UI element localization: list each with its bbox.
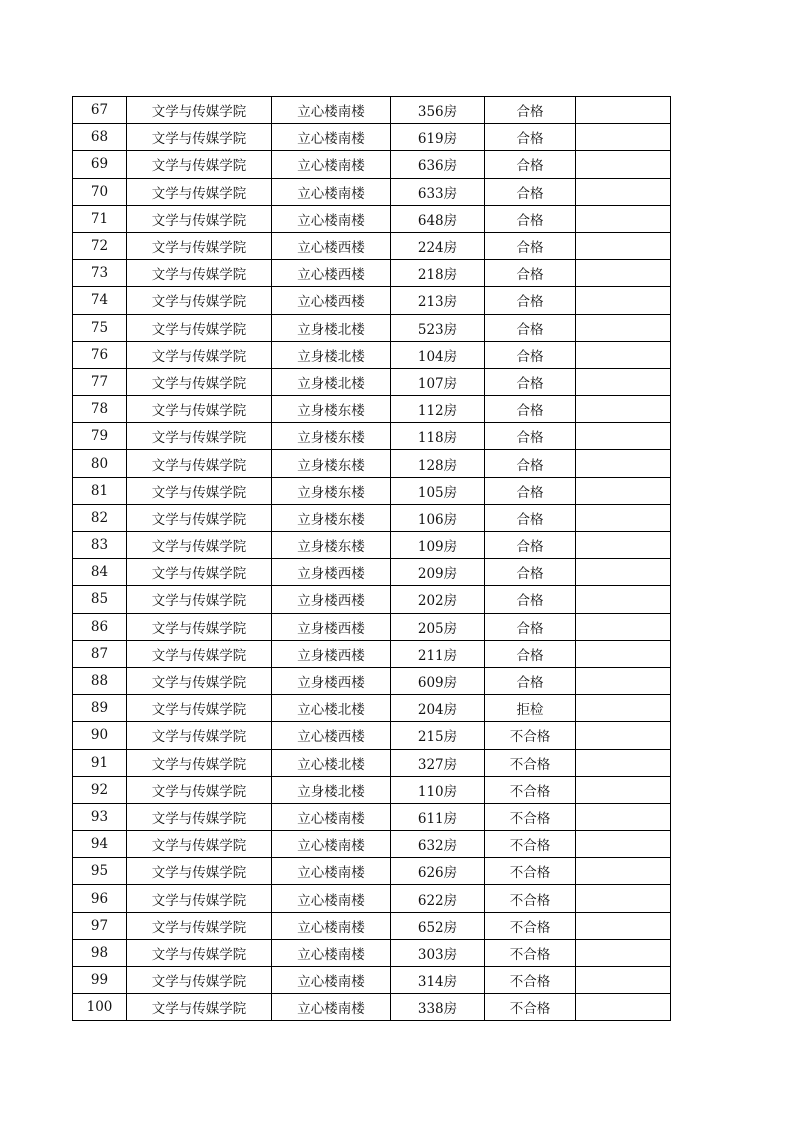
building-cell: 立心楼南楼: [272, 858, 391, 885]
college-cell: 文学与传媒学院: [127, 749, 272, 776]
note-cell: [576, 939, 671, 966]
note-cell: [576, 151, 671, 178]
note-cell: [576, 477, 671, 504]
college-cell: 文学与传媒学院: [127, 151, 272, 178]
table-row: [73, 613, 671, 640]
room-cell: 204房: [391, 695, 485, 722]
college-cell: 文学与传媒学院: [127, 504, 272, 531]
result-cell: 合格: [485, 532, 576, 559]
college-cell: 文学与传媒学院: [127, 124, 272, 151]
building-cell: 立心楼西楼: [272, 260, 391, 287]
college-cell: 文学与传媒学院: [127, 178, 272, 205]
inspection-table-body: [73, 97, 671, 1021]
room-cell: 619房: [391, 124, 485, 151]
room-cell: 338房: [391, 994, 485, 1021]
building-cell: 立心楼北楼: [272, 695, 391, 722]
table-row: [73, 939, 671, 966]
row-number-cell: 99: [73, 967, 127, 994]
college-cell: 文学与传媒学院: [127, 97, 272, 124]
note-cell: [576, 586, 671, 613]
note-cell: [576, 967, 671, 994]
row-number-cell: 98: [73, 939, 127, 966]
row-number-cell: 97: [73, 912, 127, 939]
room-cell: 636房: [391, 151, 485, 178]
college-cell: 文学与传媒学院: [127, 803, 272, 830]
note-cell: [576, 124, 671, 151]
result-cell: 合格: [485, 504, 576, 531]
row-number-cell: 89: [73, 695, 127, 722]
note-cell: [576, 341, 671, 368]
room-cell: 213房: [391, 287, 485, 314]
college-cell: 文学与传媒学院: [127, 341, 272, 368]
row-number-cell: 73: [73, 260, 127, 287]
result-cell: 不合格: [485, 722, 576, 749]
note-cell: [576, 205, 671, 232]
result-cell: 不合格: [485, 939, 576, 966]
room-cell: 106房: [391, 504, 485, 531]
row-number-cell: 95: [73, 858, 127, 885]
table-row: [73, 477, 671, 504]
row-number-cell: 72: [73, 232, 127, 259]
note-cell: [576, 396, 671, 423]
building-cell: 立身楼东楼: [272, 477, 391, 504]
row-number-cell: 92: [73, 776, 127, 803]
room-cell: 112房: [391, 396, 485, 423]
building-cell: 立身楼东楼: [272, 450, 391, 477]
result-cell: 合格: [485, 396, 576, 423]
row-number-cell: 74: [73, 287, 127, 314]
inspection-table: [72, 96, 671, 1021]
table-row: [73, 232, 671, 259]
row-number-cell: 96: [73, 885, 127, 912]
building-cell: 立心楼南楼: [272, 178, 391, 205]
college-cell: 文学与传媒学院: [127, 396, 272, 423]
college-cell: 文学与传媒学院: [127, 260, 272, 287]
building-cell: 立心楼西楼: [272, 722, 391, 749]
result-cell: 不合格: [485, 885, 576, 912]
college-cell: 文学与传媒学院: [127, 939, 272, 966]
row-number-cell: 78: [73, 396, 127, 423]
building-cell: 立身楼西楼: [272, 613, 391, 640]
result-cell: 不合格: [485, 967, 576, 994]
college-cell: 文学与传媒学院: [127, 831, 272, 858]
room-cell: 303房: [391, 939, 485, 966]
table-row: [73, 287, 671, 314]
table-row: [73, 640, 671, 667]
row-number-cell: 84: [73, 559, 127, 586]
table-row: [73, 776, 671, 803]
row-number-cell: 94: [73, 831, 127, 858]
note-cell: [576, 885, 671, 912]
result-cell: 不合格: [485, 749, 576, 776]
note-cell: [576, 559, 671, 586]
room-cell: 202房: [391, 586, 485, 613]
note-cell: [576, 423, 671, 450]
building-cell: 立心楼南楼: [272, 939, 391, 966]
result-cell: 不合格: [485, 912, 576, 939]
note-cell: [576, 722, 671, 749]
building-cell: 立心楼北楼: [272, 749, 391, 776]
note-cell: [576, 97, 671, 124]
building-cell: 立心楼南楼: [272, 803, 391, 830]
college-cell: 文学与传媒学院: [127, 559, 272, 586]
table-row: [73, 967, 671, 994]
result-cell: 合格: [485, 151, 576, 178]
table-row: [73, 559, 671, 586]
table-row: [73, 722, 671, 749]
room-cell: 648房: [391, 205, 485, 232]
building-cell: 立身楼北楼: [272, 368, 391, 395]
table-row: [73, 124, 671, 151]
note-cell: [576, 232, 671, 259]
college-cell: 文学与传媒学院: [127, 423, 272, 450]
building-cell: 立心楼南楼: [272, 912, 391, 939]
result-cell: 合格: [485, 559, 576, 586]
row-number-cell: 85: [73, 586, 127, 613]
room-cell: 109房: [391, 532, 485, 559]
college-cell: 文学与传媒学院: [127, 885, 272, 912]
building-cell: 立身楼东楼: [272, 532, 391, 559]
note-cell: [576, 260, 671, 287]
result-cell: 合格: [485, 613, 576, 640]
room-cell: 128房: [391, 450, 485, 477]
building-cell: 立心楼西楼: [272, 232, 391, 259]
building-cell: 立身楼西楼: [272, 640, 391, 667]
college-cell: 文学与传媒学院: [127, 205, 272, 232]
note-cell: [576, 776, 671, 803]
result-cell: 合格: [485, 205, 576, 232]
building-cell: 立心楼南楼: [272, 97, 391, 124]
result-cell: 不合格: [485, 994, 576, 1021]
college-cell: 文学与传媒学院: [127, 287, 272, 314]
note-cell: [576, 178, 671, 205]
note-cell: [576, 667, 671, 694]
result-cell: 合格: [485, 341, 576, 368]
note-cell: [576, 858, 671, 885]
room-cell: 356房: [391, 97, 485, 124]
college-cell: 文学与传媒学院: [127, 912, 272, 939]
note-cell: [576, 640, 671, 667]
college-cell: 文学与传媒学院: [127, 776, 272, 803]
result-cell: 不合格: [485, 858, 576, 885]
note-cell: [576, 287, 671, 314]
building-cell: 立心楼南楼: [272, 831, 391, 858]
room-cell: 105房: [391, 477, 485, 504]
room-cell: 622房: [391, 885, 485, 912]
table-row: [73, 396, 671, 423]
college-cell: 文学与传媒学院: [127, 450, 272, 477]
result-cell: 合格: [485, 423, 576, 450]
room-cell: 107房: [391, 368, 485, 395]
result-cell: 拒检: [485, 695, 576, 722]
table-row: [73, 831, 671, 858]
college-cell: 文学与传媒学院: [127, 695, 272, 722]
note-cell: [576, 803, 671, 830]
table-row: [73, 151, 671, 178]
result-cell: 合格: [485, 314, 576, 341]
table-row: [73, 260, 671, 287]
room-cell: 211房: [391, 640, 485, 667]
result-cell: 不合格: [485, 803, 576, 830]
row-number-cell: 67: [73, 97, 127, 124]
result-cell: 合格: [485, 124, 576, 151]
building-cell: 立身楼北楼: [272, 341, 391, 368]
room-cell: 110房: [391, 776, 485, 803]
college-cell: 文学与传媒学院: [127, 477, 272, 504]
note-cell: [576, 314, 671, 341]
row-number-cell: 90: [73, 722, 127, 749]
note-cell: [576, 532, 671, 559]
note-cell: [576, 831, 671, 858]
building-cell: 立心楼南楼: [272, 205, 391, 232]
row-number-cell: 86: [73, 613, 127, 640]
table-row: [73, 858, 671, 885]
college-cell: 文学与传媒学院: [127, 994, 272, 1021]
table-row: [73, 912, 671, 939]
room-cell: 104房: [391, 341, 485, 368]
college-cell: 文学与传媒学院: [127, 640, 272, 667]
room-cell: 652房: [391, 912, 485, 939]
table-row: [73, 749, 671, 776]
row-number-cell: 100: [73, 994, 127, 1021]
room-cell: 626房: [391, 858, 485, 885]
room-cell: 632房: [391, 831, 485, 858]
table-row: [73, 994, 671, 1021]
result-cell: 合格: [485, 287, 576, 314]
room-cell: 218房: [391, 260, 485, 287]
college-cell: 文学与传媒学院: [127, 722, 272, 749]
row-number-cell: 82: [73, 504, 127, 531]
row-number-cell: 75: [73, 314, 127, 341]
room-cell: 327房: [391, 749, 485, 776]
room-cell: 611房: [391, 803, 485, 830]
row-number-cell: 93: [73, 803, 127, 830]
note-cell: [576, 613, 671, 640]
building-cell: 立身楼北楼: [272, 314, 391, 341]
note-cell: [576, 504, 671, 531]
table-row: [73, 178, 671, 205]
result-cell: 不合格: [485, 831, 576, 858]
note-cell: [576, 368, 671, 395]
result-cell: 合格: [485, 586, 576, 613]
note-cell: [576, 695, 671, 722]
table-row: [73, 341, 671, 368]
result-cell: 合格: [485, 450, 576, 477]
college-cell: 文学与传媒学院: [127, 314, 272, 341]
building-cell: 立心楼南楼: [272, 885, 391, 912]
college-cell: 文学与传媒学院: [127, 967, 272, 994]
table-row: [73, 368, 671, 395]
row-number-cell: 76: [73, 341, 127, 368]
building-cell: 立身楼西楼: [272, 667, 391, 694]
building-cell: 立心楼南楼: [272, 151, 391, 178]
room-cell: 209房: [391, 559, 485, 586]
row-number-cell: 71: [73, 205, 127, 232]
row-number-cell: 88: [73, 667, 127, 694]
row-number-cell: 87: [73, 640, 127, 667]
table-row: [73, 885, 671, 912]
room-cell: 224房: [391, 232, 485, 259]
college-cell: 文学与传媒学院: [127, 532, 272, 559]
table-row: [73, 803, 671, 830]
building-cell: 立身楼东楼: [272, 423, 391, 450]
row-number-cell: 91: [73, 749, 127, 776]
row-number-cell: 79: [73, 423, 127, 450]
row-number-cell: 70: [73, 178, 127, 205]
table-row: [73, 423, 671, 450]
building-cell: 立心楼西楼: [272, 287, 391, 314]
result-cell: 合格: [485, 232, 576, 259]
building-cell: 立身楼西楼: [272, 586, 391, 613]
result-cell: 合格: [485, 178, 576, 205]
college-cell: 文学与传媒学院: [127, 586, 272, 613]
result-cell: 合格: [485, 640, 576, 667]
college-cell: 文学与传媒学院: [127, 368, 272, 395]
note-cell: [576, 749, 671, 776]
room-cell: 118房: [391, 423, 485, 450]
result-cell: 不合格: [485, 776, 576, 803]
building-cell: 立身楼北楼: [272, 776, 391, 803]
row-number-cell: 68: [73, 124, 127, 151]
result-cell: 合格: [485, 260, 576, 287]
table-row: [73, 504, 671, 531]
table-row: [73, 97, 671, 124]
note-cell: [576, 912, 671, 939]
building-cell: 立身楼东楼: [272, 396, 391, 423]
room-cell: 215房: [391, 722, 485, 749]
college-cell: 文学与传媒学院: [127, 858, 272, 885]
result-cell: 合格: [485, 667, 576, 694]
building-cell: 立心楼南楼: [272, 994, 391, 1021]
table-row: [73, 532, 671, 559]
room-cell: 633房: [391, 178, 485, 205]
college-cell: 文学与传媒学院: [127, 613, 272, 640]
table-row: [73, 450, 671, 477]
result-cell: 合格: [485, 477, 576, 504]
result-cell: 合格: [485, 368, 576, 395]
room-cell: 523房: [391, 314, 485, 341]
row-number-cell: 80: [73, 450, 127, 477]
building-cell: 立身楼东楼: [272, 504, 391, 531]
row-number-cell: 77: [73, 368, 127, 395]
table-row: [73, 667, 671, 694]
row-number-cell: 69: [73, 151, 127, 178]
note-cell: [576, 450, 671, 477]
building-cell: 立心楼南楼: [272, 967, 391, 994]
building-cell: 立心楼南楼: [272, 124, 391, 151]
table-row: [73, 205, 671, 232]
note-cell: [576, 994, 671, 1021]
room-cell: 205房: [391, 613, 485, 640]
table-row: [73, 586, 671, 613]
college-cell: 文学与传媒学院: [127, 667, 272, 694]
table-row: [73, 695, 671, 722]
result-cell: 合格: [485, 97, 576, 124]
room-cell: 609房: [391, 667, 485, 694]
college-cell: 文学与传媒学院: [127, 232, 272, 259]
building-cell: 立身楼西楼: [272, 559, 391, 586]
row-number-cell: 81: [73, 477, 127, 504]
room-cell: 314房: [391, 967, 485, 994]
row-number-cell: 83: [73, 532, 127, 559]
table-row: [73, 314, 671, 341]
